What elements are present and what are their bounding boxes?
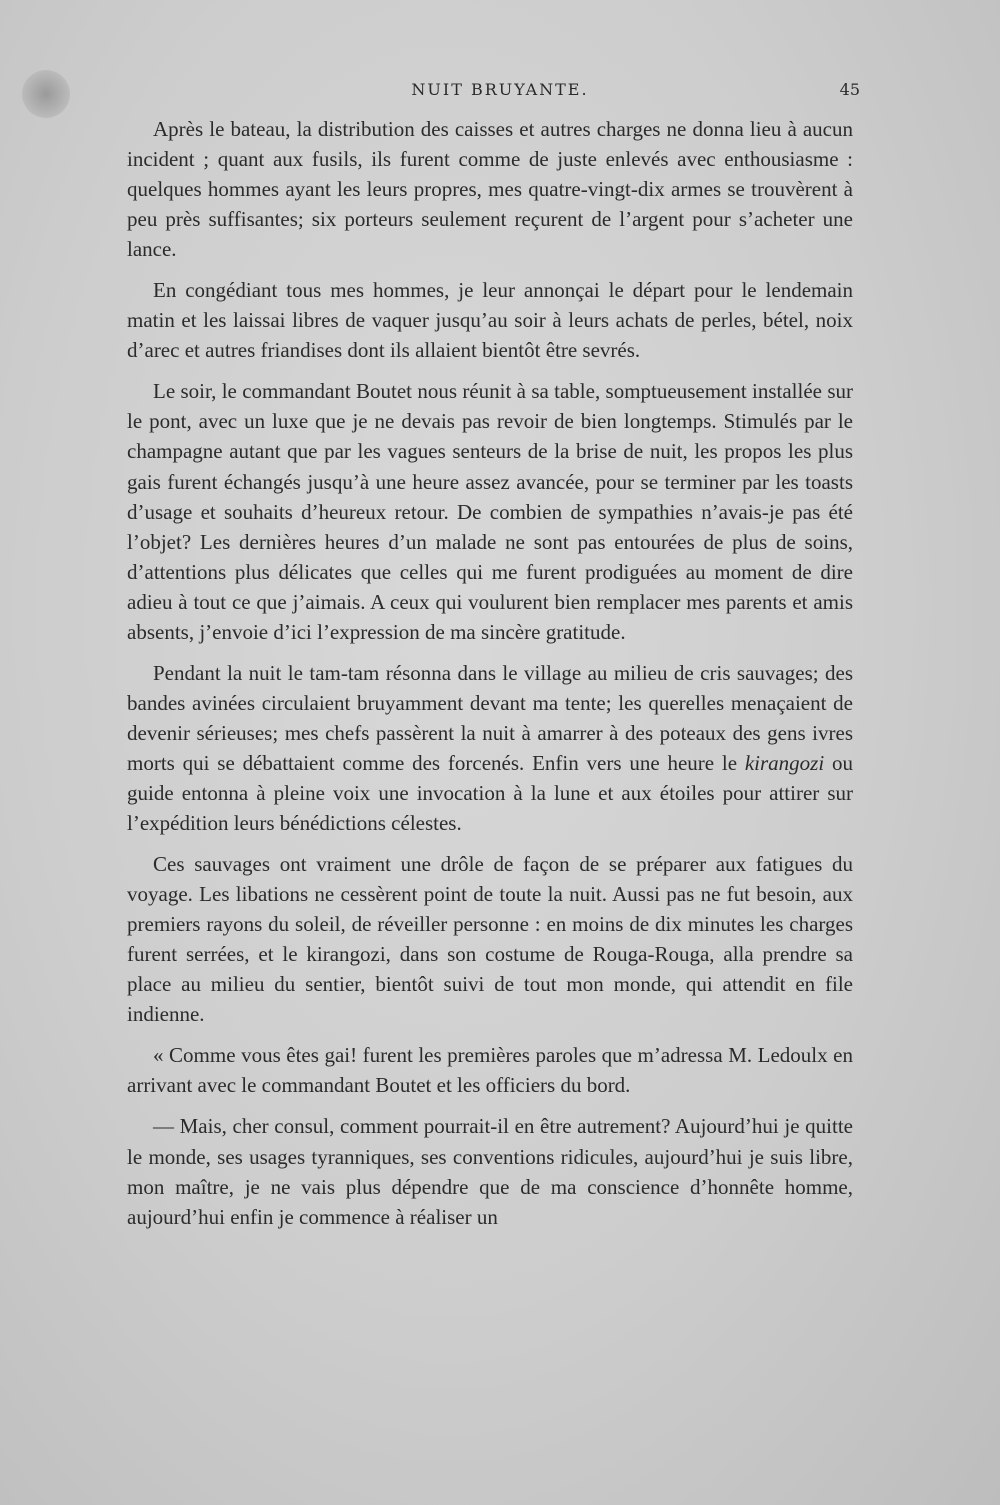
- paragraph-4-text-after: ou guide entonna à pleine voix une invocation à la lune et aux étoiles pour attirer sur l’expédition leurs bénédictions célestes.: [127, 750, 854, 836]
- paragraph-3: Le soir, le commandant Boutet nous réunit à sa table, somptueusement installée sur le pont, avec un luxe que je ne devais pas revoir de bien longtemps. Stimulés par le champagne autant que par les vagues senteurs de la brise de nuit, les propos les plus gais furent échangés jusqu’à une heure assez avancée, pour se terminer par les toasts d’usage et souhaits d’heureux retour. De combien de sympathies n’avais-je pas été l’objet? Les dernières heures d’un malade ne sont pas entourées de plus de soins, d’attentions plus délicates que celles qui me furent prodiguées au moment de dire adieu à tout ce que j’aimais. A ceux qui voulurent bien remplacer mes parents et amis absents, j’envoie d’ici l’expression de ma sincère gratitude.: [127, 379, 853, 644]
- paragraph-5: Ces sauvages ont vraiment une drôle de façon de se préparer aux fatigues du voyage. Les libations ne cessèrent point de toute la nuit. Aussi pas ne fut besoin, aux premiers rayons du soleil, de réveiller personne : en moins de dix minutes les charges furent serrées, et le kirangozi, dans son costume de Rouga-Rouga, alla prendre sa place au milieu du sentier, bientôt suivi de tout mon monde, qui attendit en file indienne.: [127, 852, 853, 1027]
- page-number: 45: [839, 80, 860, 99]
- paragraph-4-text-before: Pendant la nuit le tam-tam résonna dans le village au milieu de cris sauvages; des bandes avinées circulaient bruyamment devant ma tente; les querelles menaçaient de devenir sérieuses; mes chefs passèrent la nuit à amarrer à des poteaux des gens ivres morts qui se débattaient comme des forcenés. Enfin vers une heure le: [127, 660, 853, 775]
- paragraph-2: En congédiant tous mes hommes, je leur annonçai le départ pour le lendemain matin et les laissai libres de vaquer jusqu’au soir à leurs achats de perles, bétel, noix d’arec et autres friandises dont ils allaient bientôt être sevrés.: [127, 278, 853, 363]
- paragraph-6: « Comme vous êtes gai! furent les premières paroles que m’adressa M. Ledoulx en arrivant avec le commandant Boutet et les officiers du bord.: [127, 1043, 853, 1098]
- running-title: NUIT BRUYANTE.: [411, 80, 589, 99]
- paragraph-7: — Mais, cher consul, comment pourrait-il en être autrement? Aujourd’hui je quitte le monde, ses usages tyranniques, ses conventions ridicules, aujourd’hui je suis libre, mon maître, je ne vais plus dépendre que de ma conscience d’honnête homme, aujourd’hui enfin je commence à réaliser un: [127, 1114, 853, 1229]
- running-header: [0, 80, 1000, 104]
- paragraph-4: [127, 658, 853, 838]
- body-text: [127, 114, 853, 1232]
- kirangozi-term: kirangozi: [744, 750, 825, 775]
- paragraph-1: Après le bateau, la distribution des caisses et autres charges ne donna lieu à aucun incident ; quant aux fusils, ils furent comme de juste enlevés avec enthousiasme : quelques hommes ayant les leurs propres, mes quatre-vingt-dix armes se trouvèrent à peu près suffisantes; six porteurs seulement reçurent de l’argent pour s’acheter une lance.: [127, 117, 853, 262]
